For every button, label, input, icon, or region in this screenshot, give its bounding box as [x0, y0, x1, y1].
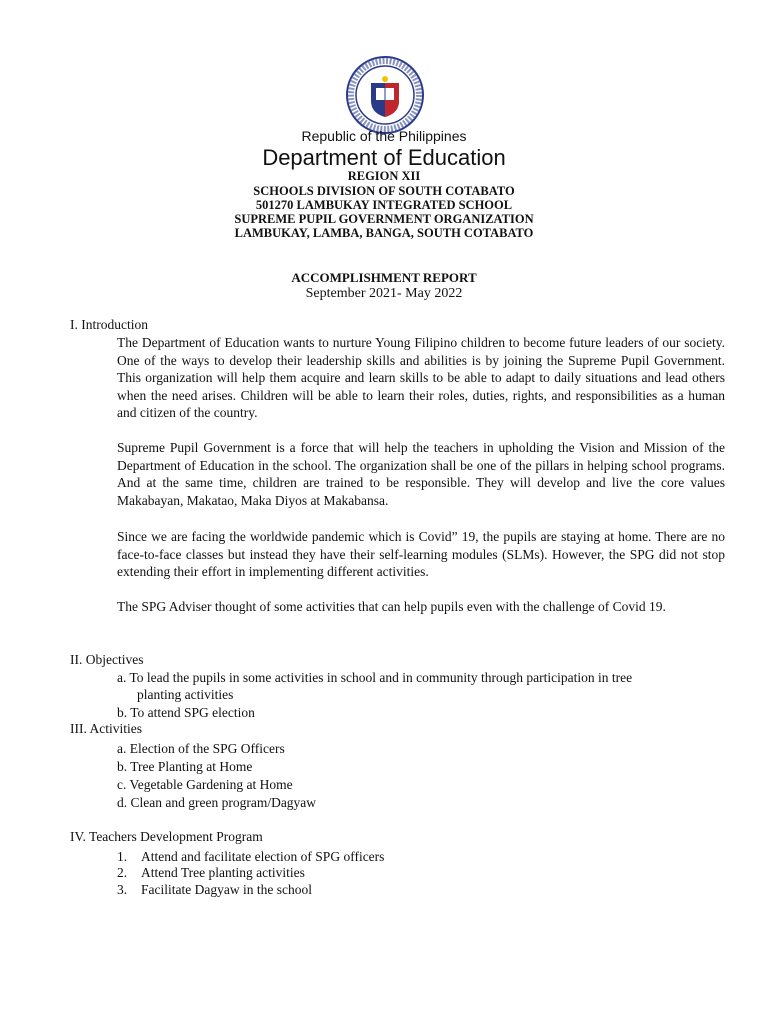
objective-item-continued: planting activities — [137, 687, 234, 702]
organization-line: SUPREME PUPIL GOVERNMENT ORGANIZATION — [234, 212, 534, 226]
objective-item: b. To attend SPG election — [117, 705, 255, 720]
program-item — [117, 881, 312, 899]
activity-item: a. Election of the SPG Officers — [117, 741, 285, 756]
program-item-number: 3. — [117, 882, 128, 897]
section-heading-objectives: II. Objectives — [70, 652, 144, 667]
department-title: Department of Education — [262, 145, 506, 170]
intro-paragraph: Supreme Pupil Government is a force that will help the teachers in upholding the Vision and Mission of the Department of Education in the school. The organization shall be one of the pillars in helping school programs. And at the same time, children are trained to be responsible. They will develop and live the core values Makabayan, Makatao, Maka Diyos at Makabansa. — [117, 440, 725, 508]
section-heading-activities: III. Activities — [70, 721, 142, 736]
section-heading-teachers-development: IV. Teachers Development Program — [70, 829, 263, 844]
intro-paragraph: The Department of Education wants to nurture Young Filipino children to become future leaders of our society. One of the ways to develop their leadership skills and abilities is by joining the Supreme Pupil Government. This organization will help them acquire and learn skills to be able to adapt to daily situations and lead others when the need arises. Children will be able to learn their roles, duties, rights, and responsibilities as a human and citizen of the country. — [117, 335, 725, 420]
program-item-number: 2. — [117, 865, 128, 880]
intro-paragraph: Since we are facing the worldwide pandemic which is Covid” 19, the pupils are staying at home. There are no face-to-face classes but instead they have their self-learning modules (SLMs). However, the SPG did not stop extending their effort in implementing different activities. — [117, 529, 725, 579]
program-item-text: Attend Tree planting activities — [141, 865, 305, 880]
activity-item: c. Vegetable Gardening at Home — [117, 777, 293, 792]
division-line: SCHOOLS DIVISION OF SOUTH COTABATO — [253, 184, 515, 198]
program-item-text: Attend and facilitate election of SPG officers — [141, 849, 385, 864]
program-item — [117, 848, 384, 866]
section-heading-introduction: I. Introduction — [70, 317, 148, 332]
report-period: September 2021- May 2022 — [305, 286, 463, 301]
region-line: REGION XII — [347, 169, 421, 183]
report-title: ACCOMPLISHMENT REPORT — [291, 270, 477, 285]
activity-item: d. Clean and green program/Dagyaw — [117, 795, 317, 810]
deped-seal-logo — [345, 55, 425, 135]
school-line: 501270 LAMBUKAY INTEGRATED SCHOOL — [255, 198, 513, 212]
program-item — [117, 864, 305, 882]
program-item-number: 1. — [117, 849, 128, 864]
objective-item: a. To lead the pupils in some activities in school and in community through participation in tree — [117, 670, 633, 685]
program-item-text: Facilitate Dagyaw in the school — [141, 882, 312, 897]
intro-paragraph: The SPG Adviser thought of some activities that can help pupils even with the challenge of Covid 19. — [117, 599, 666, 614]
republic-line: Republic of the Philippines — [301, 128, 467, 144]
address-line: LAMBUKAY, LAMBA, BANGA, SOUTH COTABATO — [234, 226, 534, 240]
activity-item: b. Tree Planting at Home — [117, 759, 253, 774]
